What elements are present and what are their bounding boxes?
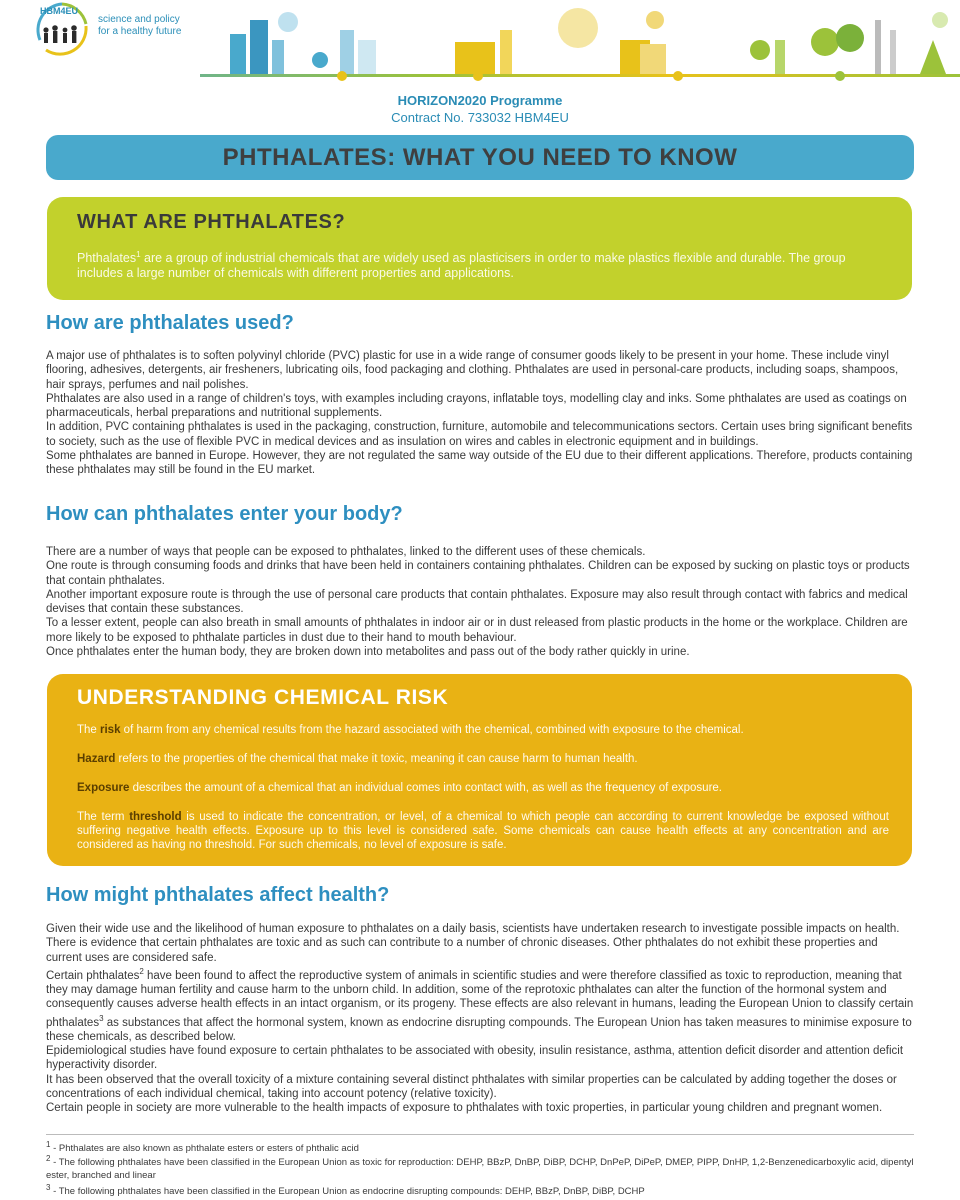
threshold-paragraph: The term threshold is used to indicate the concentration, or level, of a chemical to which people can according to current knowledge be exposed without suffering negative health effects. Exposure up to this level is considered safe. Some chemicals can cause health effects at any concentration and are considered as having no threshold. For such chemicals, no level of exposure is safe.: [77, 811, 889, 851]
enter-text: [46, 545, 914, 659]
footnote-ref-1: 1: [136, 250, 141, 259]
what-text: [77, 247, 887, 281]
header-banner: [0, 0, 960, 84]
health-paragraph: Epidemiological studies have found exposure to certain phthalates to be associated with obesity, insulin resistance, asthma, attention deficit disorder and attention deficit hyperactivity disorder.: [46, 1045, 904, 1072]
health-text: [46, 922, 914, 1116]
footnote-3: $^3$ - The following phthalates have been classified in the European Union as endocrine disrupting compounds: DEHP, BBzP, DnBP, DiBP, DCHP: [46, 1183, 645, 1198]
what-body: are a group of industrial chemicals that are widely used as plasticisers in order to make plastics flexible and durable. The group includes a large number of chemicals with different properties and applications.: [77, 251, 846, 281]
used-paragraph: Phthalates are also used in a range of children's toys, with examples including crayons, inflatable toys, modelling clay and inks. Some phthalates are used as coatings on pharmaceuticals, herbal preparations and nutritional supplements.: [46, 392, 907, 420]
used-paragraph: In addition, PVC containing phthalates is used in the packaging, construction, furniture, automobile and telecommunications sectors. Certain uses bring significant benefits to society, such as the use of flexible PVC in medical devices and as insulation on wires and cables in electronic equipment and in buildings.: [46, 421, 913, 448]
section-heading-used: How are phthalates used?: [46, 312, 294, 334]
health-paragraph: Certain people in society are more vulnerable to the health impacts of exposure to phthalates with toxic properties, in particular young children and pregnant women.: [46, 1102, 883, 1115]
tagline-line1: science and policy: [98, 14, 180, 25]
hazard-paragraph: Hazard refers to the properties of the chemical that make it toxic, meaning it can cause harm to human health.: [77, 753, 638, 765]
section-heading-health: How might phthalates affect health?: [46, 884, 390, 906]
footnote-divider: [46, 1134, 914, 1135]
footnote-ref-3: 3: [99, 1013, 104, 1023]
used-paragraph: Some phthalates are banned in Europe. However, they are not regulated the same way outside of the EU due to their different applications. Therefore, products containing these phthalates may still be found in the EU market.: [46, 450, 913, 477]
what-are-phthalates-box: [47, 197, 912, 300]
section-heading-enter: How can phthalates enter your body?: [46, 503, 403, 525]
used-paragraph: A major use of phthalates is to soften polyvinyl chloride (PVC) plastic for use in a wide range of consumer goods likely to be present in your home. These include vinyl flooring, adhesives, detergents, air fresheners, lubricating oils, food packaging and clothing. Phthalates are used in personal-care products, including soaps, shampoos, hair sprays, perfumes and nail polishes.: [46, 350, 899, 391]
used-text: [46, 349, 914, 478]
health-paragraph: Certain phthalates$^2$ have been found to affect the reproductive system of animals in scientific studies and were therefore classified as toxic to reproduction, meaning that they may damage human fertility and cause harm to the unborn child. In addition, some of the reprotoxic phthalates can alter the function of the hormonal system and consequently causes adverse health effects in an intact organism, or its progeny. These effects are also relevant in humans, leading the European Union to classify certain phthalates$^3$ as substances that affect the hormonal system, known as endocrine disrupting compounds. The European Union has taken measures to minimise exposure to these chemicals, as described below.: [46, 966, 914, 1043]
enter-paragraph: To a lesser extent, people can also breath in small amounts of phthalates in indoor air or in dust released from plastic products in the home or the workplace. Children are more likely to be exposed to phthalate particles in dust due to their hand to mouth behaviour.: [46, 617, 908, 644]
enter-paragraph: Another important exposure route is through the use of personal care products that contain phthalates. Exposure may also result through contact with fabrics and medical devises that contain these substances.: [46, 588, 908, 616]
city-skyline-illustration-icon: [200, 0, 960, 84]
tagline-line2: for a healthy future: [98, 26, 182, 37]
what-heading: WHAT ARE PHTHALATES?: [77, 211, 346, 233]
tagline: [98, 14, 181, 38]
what-word: Phthalates: [77, 251, 137, 266]
enter-paragraph: One route is through consuming foods and drinks that have been held in containers containing phthalates. Children can be exposed by sucking on plastic toys or products that contain phthalates.: [46, 560, 910, 587]
footnote-1: $^1$ - Phthalates are also known as phthalate esters or esters of phthalic acid: [46, 1140, 359, 1155]
chemical-risk-box: [47, 674, 912, 866]
programme-name: HORIZON2020 Programme: [397, 93, 563, 108]
footnote-2: $^2$ - The following phthalates have been classified in the European Union as toxic for reproduction: DEHP, BBzP, DnBP, DiBP, DCHP, DnPeP, DiPeP, DMEP, PIPP, DnHP, 1,2-Benzenedicarboxylic acid, dipentyl ester, branched and linear: [46, 1154, 914, 1181]
page-title: PHTHALATES: WHAT YOU NEED TO KNOW: [46, 135, 914, 180]
footnote-ref-2: 2: [139, 966, 144, 976]
enter-paragraph: There are a number of ways that people can be exposed to phthalates, linked to the different uses of these chemicals.: [46, 546, 646, 558]
risk-heading: UNDERSTANDING CHEMICAL RISK: [77, 686, 449, 709]
health-paragraph: It has been observed that the overall toxicity of a mixture containing several distinct phthalates with similar properties can be calculated by adding together the doses or concentrations of each individual chemical, taking into account potency (relative toxicity).: [46, 1073, 897, 1100]
risk-paragraph: The risk of harm from any chemical results from the hazard associated with the chemical, combined with exposure to the chemical.: [77, 724, 744, 736]
brand-name: HBM4EU: [40, 6, 79, 16]
contract-number: Contract No. 733032 HBM4EU: [391, 110, 569, 125]
health-paragraph: Given their wide use and the likelihood of human exposure to phthalates on a daily basis, scientists have undertaken research to investigate possible impacts on health. There is evidence that certain phthalates are toxic and as such can contribute to a number of chronic diseases. Other phthalates do not exhibit these properties and current uses are considered safe.: [46, 923, 900, 964]
exposure-paragraph: Exposure describes the amount of a chemical that an individual comes into contact with, as well as the frequency of exposure.: [77, 782, 722, 794]
enter-paragraph: Once phthalates enter the human body, they are broken down into metabolites and pass out of the body rather quickly in urine.: [46, 646, 690, 659]
